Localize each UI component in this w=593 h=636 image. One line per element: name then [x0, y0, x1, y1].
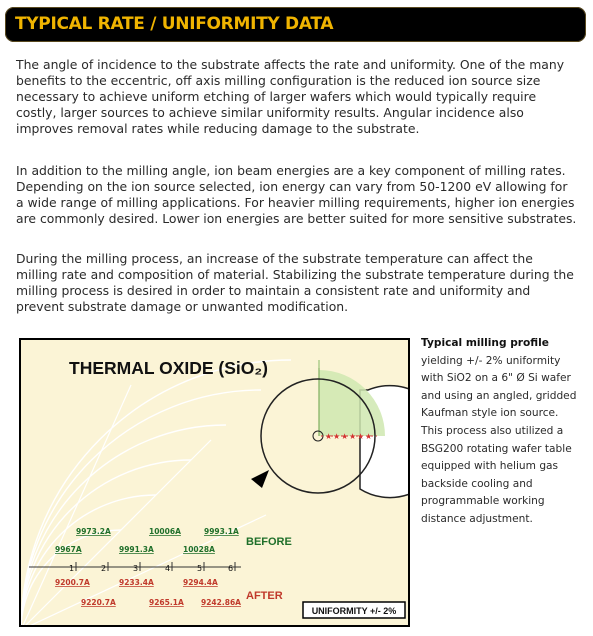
- after-value-label: 9220.7A: [81, 598, 116, 607]
- paragraph-ion-beam-energy: In addition to the milling angle, ion beam energies are a key component of milling rates. Depending on the ion source selected, ion energy can vary from 50-1200 eV allowing for a wide range of milling applications. For heavier milling requirements, higher ion energies are commonly desired. Lower ion energies are better suited for more sensitive substrates.: [16, 163, 577, 226]
- caption-bold: Typical milling profile: [421, 337, 549, 349]
- axis-tick-label: 3: [133, 564, 139, 573]
- svg-text:★: ★: [325, 432, 333, 441]
- after-value-label: 9233.4A: [119, 578, 154, 587]
- before-value-label: 9991.3A: [119, 545, 154, 554]
- svg-text:★: ★: [333, 432, 341, 441]
- uniformity-diagram: [21, 340, 410, 627]
- paragraph-angle-of-incidence: The angle of incidence to the substrate affects the rate and uniformity. One of the many benefits to the eccentric, off axis milling configuration is the reduced ion source size necessary to achieve uniform etching of larger wafers which would typically require costly, larger sources to achieve similar uniformity results. Angular incidence also improves removal rates while reducing damage to the substrate.: [16, 57, 565, 136]
- section-title: TYPICAL RATE / UNIFORMITY DATA: [15, 14, 334, 34]
- before-value-label: 10028A: [183, 545, 215, 554]
- wafer-inset: [261, 360, 410, 498]
- svg-text:★: ★: [349, 432, 357, 441]
- paragraph-substrate-temperature: During the milling process, an increase of the substrate temperature can affect the milling rate and composition of material. Stabilizing the substrate temperature during the milling process is desired in order to maintain a consistent rate and uniformity and prevent substrate damage or unwanted modification.: [16, 251, 574, 314]
- uniformity-label: UNIFORMITY +/- 2%: [311, 606, 397, 616]
- figure-caption: [421, 335, 583, 529]
- before-value-label: 10006A: [149, 527, 181, 536]
- figure-title: THERMAL OXIDE (SiO₂): [69, 358, 268, 378]
- after-value-label: 9242.86A: [201, 598, 241, 607]
- after-value-label: 9200.7A: [55, 578, 90, 587]
- uniformity-figure: [19, 338, 410, 627]
- axis-tick-label: 4: [165, 564, 171, 573]
- before-value-label: 9967A: [55, 545, 82, 554]
- caption-text: yielding +/- 2% uniformity with SiO2 on a 6" Ø Si wafer and using an angled, gridded Kaufman style ion source. This process also utilized a BSG200 rotating wafer table equipped with helium gas backside cooling and programmable working distance adjustment.: [421, 354, 577, 525]
- after-value-label: 9294.4A: [183, 578, 218, 587]
- axis-tick-label: 6: [228, 564, 234, 573]
- after-value-label: 9265.1A: [149, 598, 184, 607]
- axis-tick-label: 1: [69, 564, 75, 573]
- svg-text:★: ★: [341, 432, 349, 441]
- after-label: AFTER: [246, 590, 283, 602]
- axis-tick-label: 5: [197, 564, 203, 573]
- before-value-label: 9993.1A: [204, 527, 239, 536]
- svg-text:★: ★: [365, 432, 373, 441]
- before-value-label: 9973.2A: [76, 527, 111, 536]
- axis-tick-label: 2: [101, 564, 107, 573]
- svg-text:★: ★: [357, 432, 365, 441]
- direction-arrow: [251, 470, 269, 488]
- before-label: BEFORE: [246, 536, 292, 548]
- after-values: [55, 578, 241, 607]
- section-banner: [5, 7, 586, 42]
